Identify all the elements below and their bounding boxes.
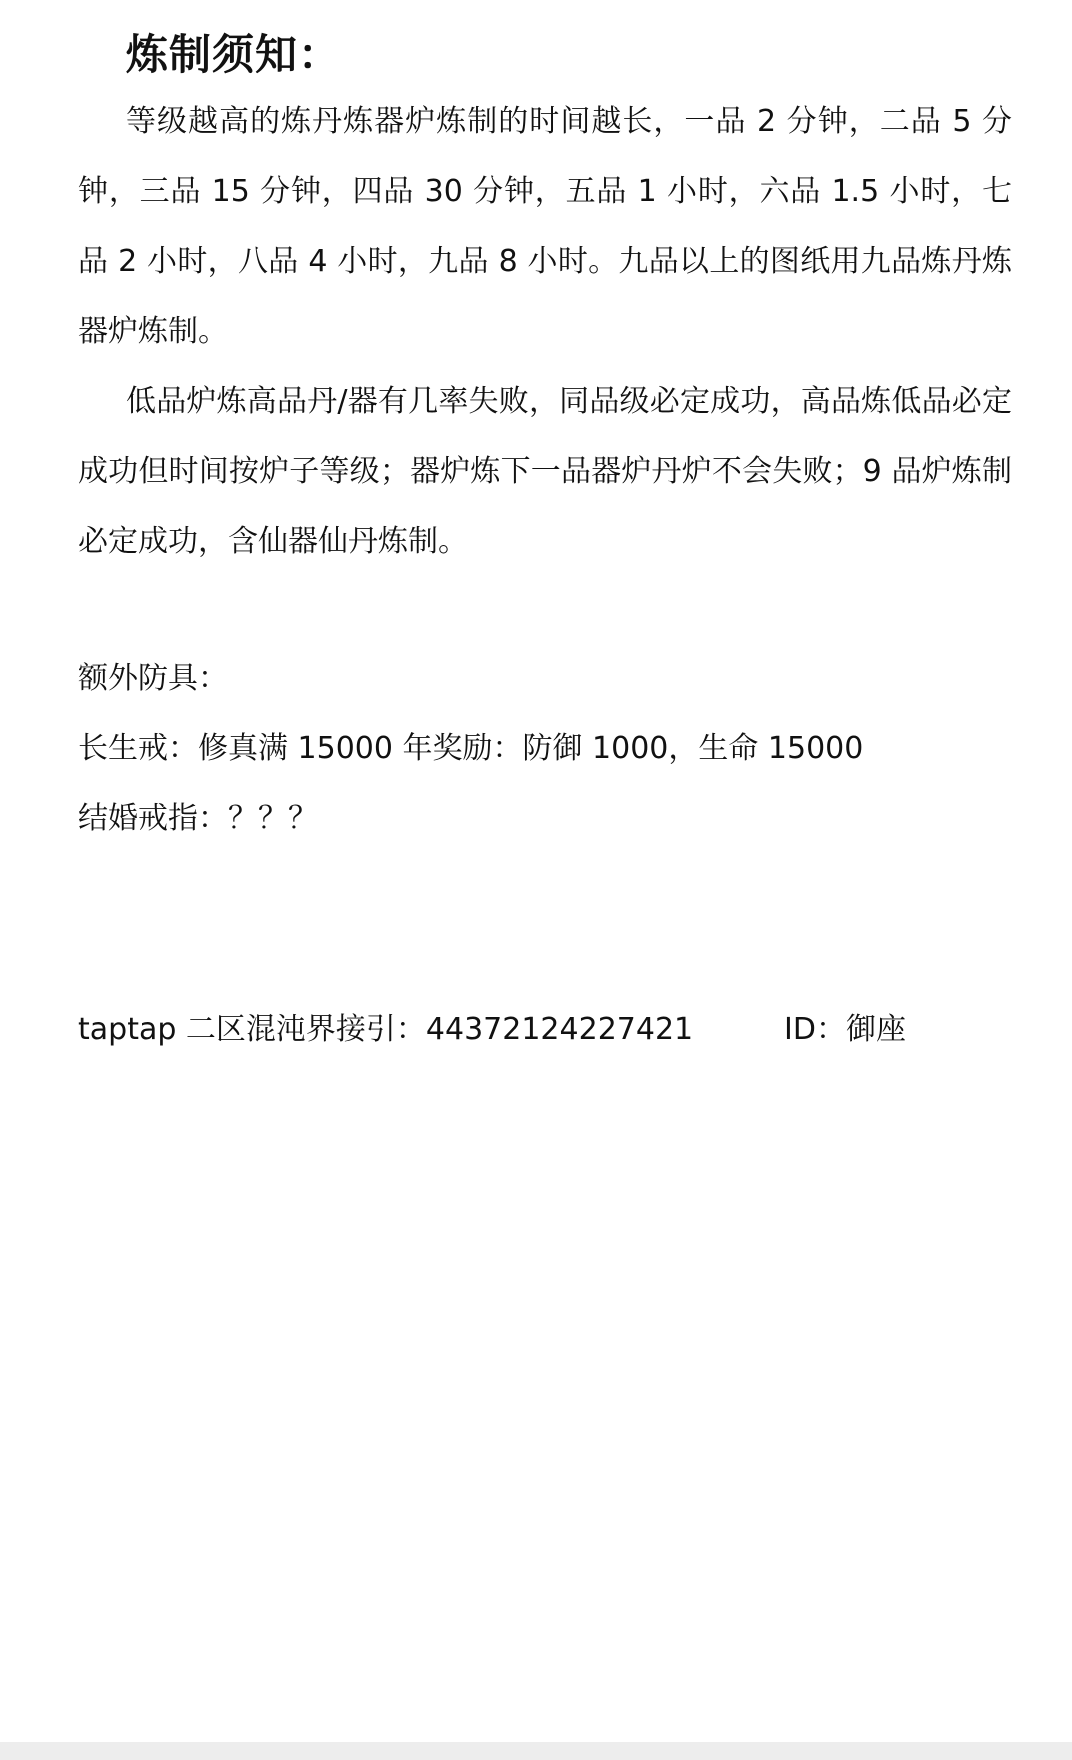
refining-success-paragraph: 低品炉炼高品丹/器有几率失败，同品级必定成功，高品炼低品必定成功但时间按炉子等级；器炉炼下一品器炉丹炉不会失败；9 品炉炼制必定成功，含仙器仙丹炼制。	[78, 384, 1012, 559]
taptap-referral-line: taptap 二区混沌界接引：44372124227421	[78, 1012, 694, 1047]
longevity-ring-line: 长生戒：修真满 15000 年奖励：防御 1000，生命 15000	[78, 731, 864, 766]
page-title: 炼制须知：	[126, 30, 342, 79]
player-id-label: ID：御座	[784, 1012, 906, 1047]
bottom-scroll-bar[interactable]	[0, 1742, 1072, 1760]
extra-gear-heading: 额外防具：	[78, 661, 228, 696]
refining-time-paragraph: 等级越高的炼丹炼器炉炼制的时间越长，一品 2 分钟，二品 5 分钟，三品 15 分钟，四品 30 分钟，五品 1 小时，六品 1.5 小时，七品 2 小时，八品 4 小时，九品 8 小时。九品以上的图纸用九品炼丹炼器炉炼制。	[78, 104, 1012, 349]
wedding-ring-line: 结婚戒指：？？？	[78, 801, 318, 836]
